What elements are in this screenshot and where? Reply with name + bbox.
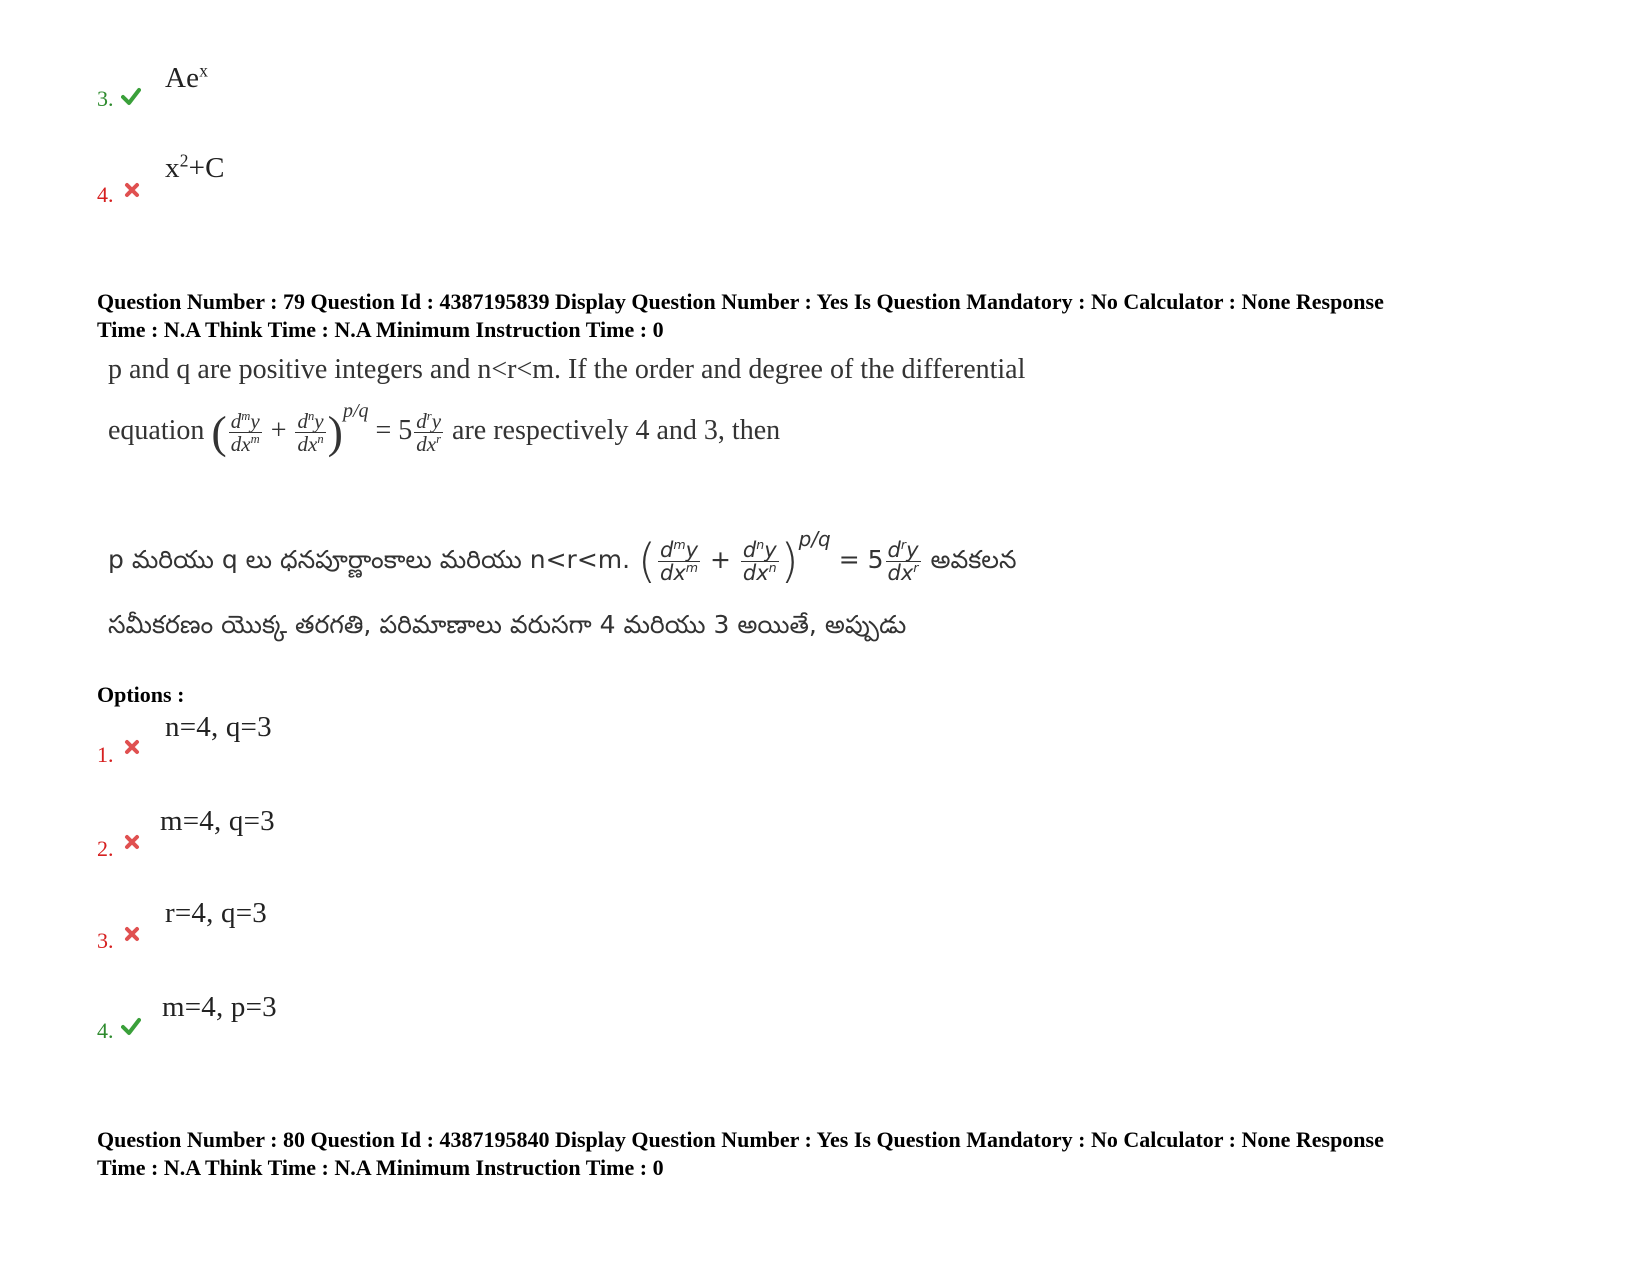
frac-num-tail: y bbox=[250, 409, 260, 434]
option-2 bbox=[97, 836, 114, 862]
equals-five: = 5 bbox=[375, 415, 413, 446]
telugu-suffix: అవకలన bbox=[930, 545, 1017, 574]
question-text-en-line1: p and q are positive integers and n<r<m. If the order and degree of the differential bbox=[108, 354, 1026, 385]
plus-sign: + bbox=[710, 545, 731, 574]
frac-den: dx bbox=[230, 432, 251, 457]
right-paren: ) bbox=[327, 406, 343, 458]
frac-num-sup: r bbox=[426, 409, 432, 424]
equation-prefix: equation bbox=[108, 415, 205, 446]
frac-den-sup: n bbox=[317, 432, 324, 447]
cross-icon bbox=[124, 926, 140, 942]
question-79-meta bbox=[97, 288, 1567, 344]
fraction-dmy-dxm bbox=[229, 410, 262, 455]
frac-num-tail: y bbox=[685, 537, 699, 562]
exponent: p/q bbox=[342, 400, 369, 422]
frac-den-sup: m bbox=[685, 559, 699, 575]
option-3 bbox=[97, 928, 114, 954]
frac-den: dx bbox=[297, 432, 318, 457]
option-2-text: m=4, q=3 bbox=[160, 805, 275, 837]
cross-icon bbox=[124, 182, 140, 198]
frac-den-sup: m bbox=[250, 432, 260, 447]
frac-num-tail: y bbox=[431, 409, 442, 434]
meta-line-2: Time : N.A Think Time : N.A Minimum Instruction Time : 0 bbox=[97, 1155, 664, 1180]
prev-option-4 bbox=[97, 182, 114, 208]
option-1 bbox=[97, 742, 114, 768]
fraction-dny-dxn bbox=[741, 536, 779, 585]
prev-option-4-text bbox=[165, 152, 225, 185]
left-paren: ( bbox=[211, 406, 227, 458]
frac-num-tail: y bbox=[314, 409, 324, 434]
frac-num: d bbox=[416, 409, 427, 434]
frac-num: d bbox=[742, 537, 757, 562]
option-number: 2. bbox=[97, 836, 114, 861]
frac-num: d bbox=[297, 409, 308, 434]
question-80-meta bbox=[97, 1126, 1567, 1182]
frac-den-sup: r bbox=[436, 432, 442, 447]
meta-line-1: Question Number : 80 Question Id : 4387195840 Display Question Number : Yes Is Question Mandatory : No Calculator : None Response bbox=[97, 1127, 1384, 1152]
prev-option-3 bbox=[97, 86, 114, 112]
option-superscript: x bbox=[199, 60, 209, 81]
left-paren: ( bbox=[638, 534, 656, 588]
frac-num-sup: m bbox=[241, 409, 251, 424]
frac-num-sup: n bbox=[307, 409, 315, 424]
option-number: 1. bbox=[97, 742, 114, 767]
option-1-text: n=4, q=3 bbox=[165, 711, 272, 743]
plus-sign: + bbox=[270, 415, 287, 446]
option-text-tail: +C bbox=[188, 152, 225, 184]
meta-line-1: Question Number : 79 Question Id : 4387195839 Display Question Number : Yes Is Question Mandatory : No Calculator : None Response bbox=[97, 289, 1384, 314]
option-number: 4. bbox=[97, 182, 114, 207]
option-text: x bbox=[165, 152, 180, 184]
frac-num: d bbox=[659, 537, 674, 562]
frac-den: dx bbox=[887, 560, 914, 585]
frac-num: d bbox=[230, 409, 242, 434]
option-superscript: 2 bbox=[179, 150, 189, 171]
equals-five: = 5 bbox=[838, 545, 884, 574]
exponent: p/q bbox=[798, 527, 831, 551]
frac-num-tail: y bbox=[764, 537, 777, 562]
frac-num: d bbox=[887, 537, 901, 562]
check-icon bbox=[121, 86, 141, 106]
prev-option-3-text bbox=[165, 62, 208, 95]
question-text-te-line1 bbox=[108, 527, 1017, 588]
right-paren: ) bbox=[780, 534, 799, 588]
frac-num-tail: y bbox=[906, 537, 919, 562]
cross-icon bbox=[124, 739, 140, 755]
equation-suffix: are respectively 4 and 3, then bbox=[452, 415, 781, 446]
option-3-text: r=4, q=3 bbox=[165, 897, 267, 929]
frac-num-sup: m bbox=[673, 536, 686, 552]
question-text-te-line2: సమీకరణం యొక్క తరగతి, పరిమాణాలు వరుసగా 4 మరియు 3 అయితే, అప్పుడు bbox=[108, 610, 907, 639]
meta-line-2: Time : N.A Think Time : N.A Minimum Instruction Time : 0 bbox=[97, 317, 664, 342]
cross-icon bbox=[124, 834, 140, 850]
option-4-text: m=4, p=3 bbox=[162, 991, 277, 1023]
frac-den: dx bbox=[742, 560, 769, 585]
frac-den: dx bbox=[416, 432, 437, 457]
fraction-dmy-dxm bbox=[658, 536, 700, 585]
option-number: 3. bbox=[97, 928, 114, 953]
frac-den-sup: n bbox=[768, 559, 777, 575]
telugu-prefix: p మరియు q లు ధనపూర్ణాంకాలు మరియు n<r<m. bbox=[108, 545, 631, 574]
option-number: 4. bbox=[97, 1018, 114, 1043]
question-text-en-equation bbox=[108, 400, 781, 458]
frac-num-sup: r bbox=[900, 536, 907, 552]
frac-den: dx bbox=[659, 560, 686, 585]
frac-den-sup: r bbox=[913, 559, 919, 575]
frac-num-sup: n bbox=[756, 536, 765, 552]
check-icon bbox=[121, 1016, 141, 1036]
option-4 bbox=[97, 1018, 114, 1044]
options-label: Options : bbox=[97, 682, 185, 707]
option-text: Ae bbox=[165, 62, 200, 94]
option-number: 3. bbox=[97, 86, 114, 111]
fraction-dny-dxn bbox=[295, 410, 325, 455]
fraction-dry-dxr bbox=[886, 536, 921, 585]
fraction-dry-dxr bbox=[414, 410, 443, 455]
